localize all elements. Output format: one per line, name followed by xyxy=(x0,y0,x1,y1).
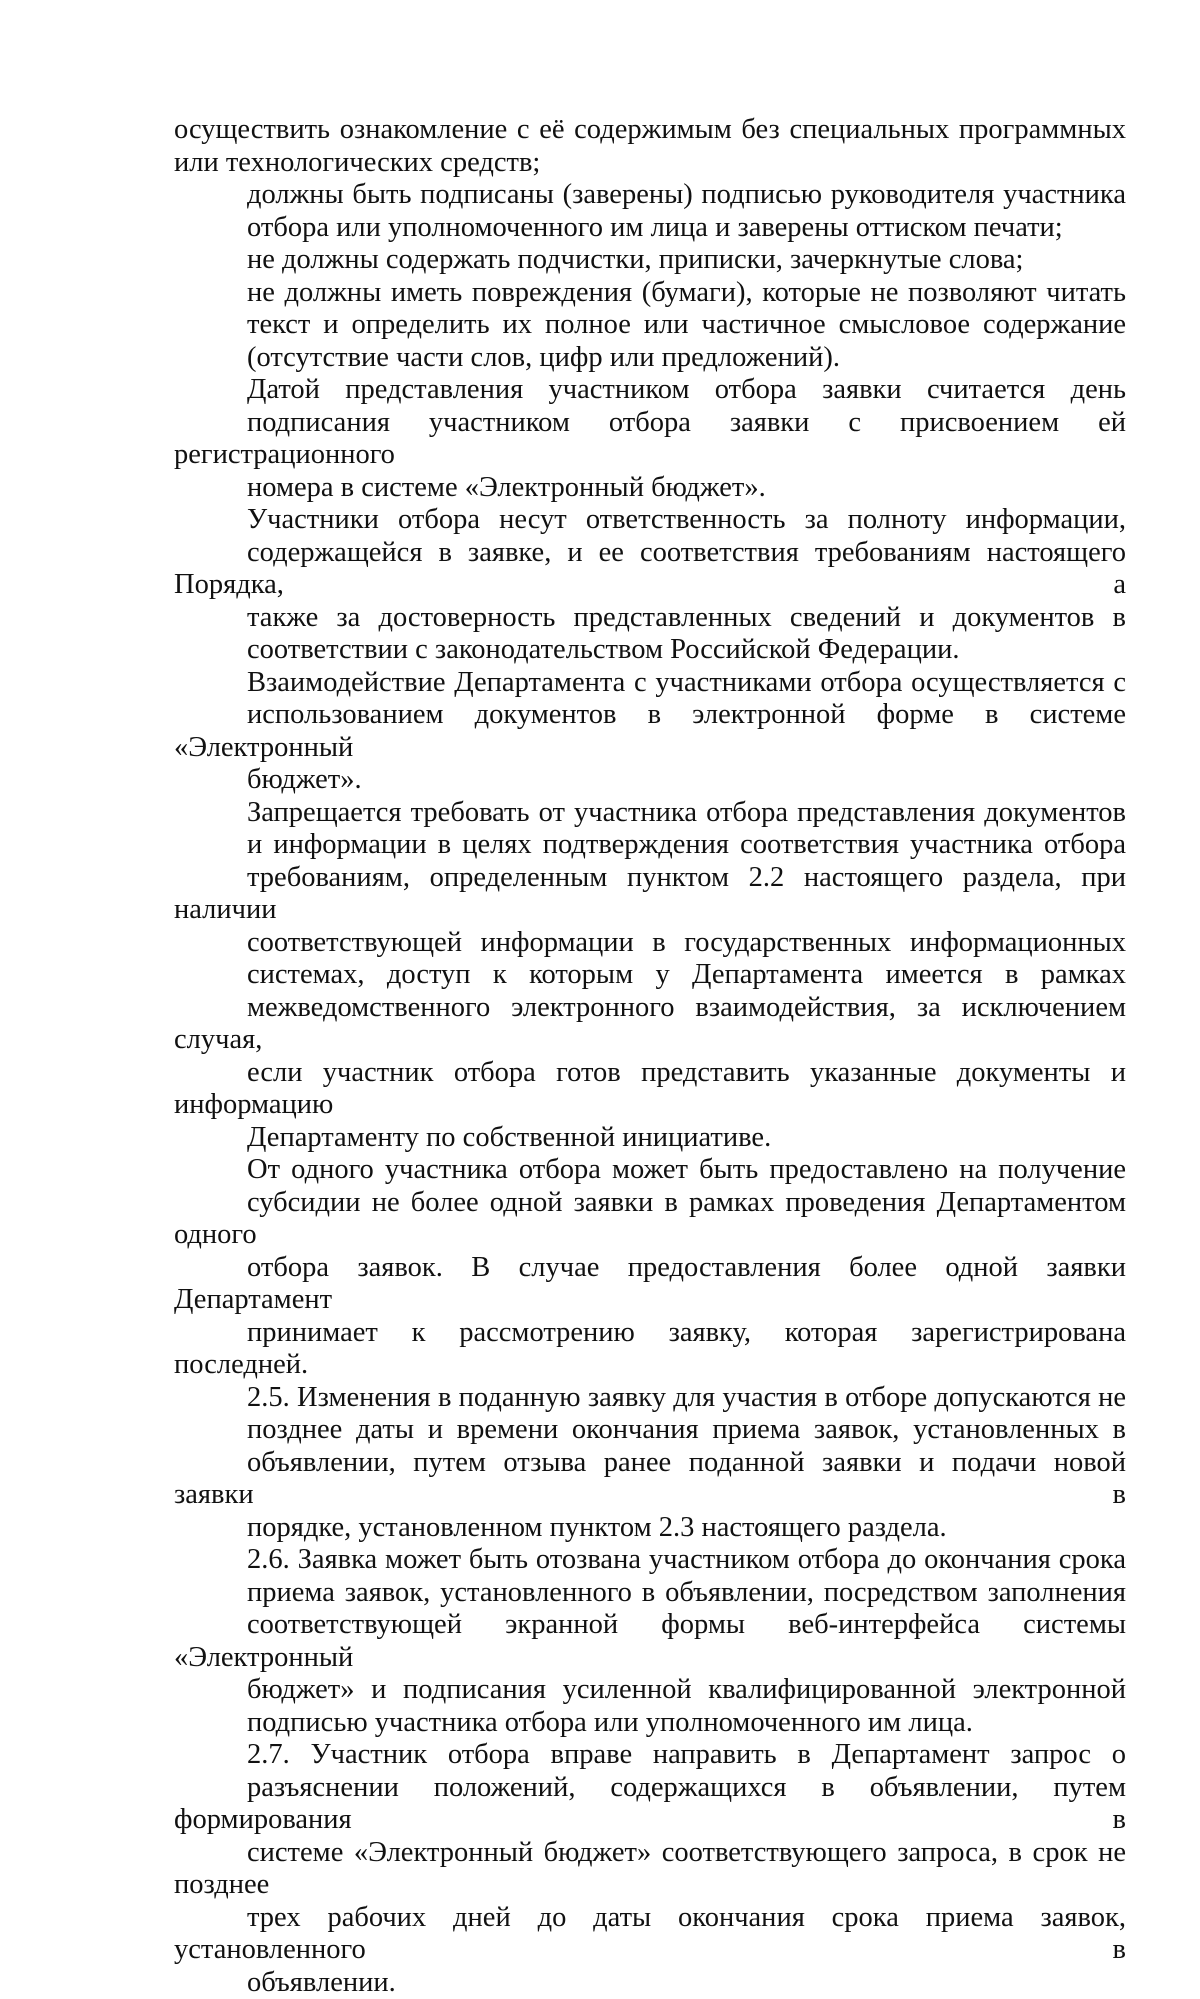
text-line: соответствующей экранной формы веб-интерфейса системы «Электронный xyxy=(174,1609,1126,1674)
text-line: От одного участника отбора может быть предоставлено на получение xyxy=(174,1154,1126,1187)
text-line: если участник отбора готов представить указанные документы и информацию xyxy=(174,1057,1126,1122)
text-line: осуществить ознакомление с её содержимым без специальных программных xyxy=(174,114,1126,147)
document-page xyxy=(174,114,1126,1999)
text-line: позднее даты и времени окончания приема заявок, установленных в xyxy=(174,1414,1126,1447)
paragraph-10 xyxy=(174,1382,1126,1545)
text-line: объявлении. xyxy=(174,1967,1126,1999)
text-line: бюджет». xyxy=(174,764,1126,797)
text-line: отбора или уполномоченного им лица и заверены оттиском печати; xyxy=(174,212,1126,245)
paragraph-4 xyxy=(174,277,1126,375)
text-line: межведомственного электронного взаимодействия, за исключением случая, xyxy=(174,992,1126,1057)
text-line: объявлении, путем отзыва ранее поданной заявки и подачи новой заявки в xyxy=(174,1447,1126,1512)
text-line: подписания участником отбора заявки с присвоением ей регистрационного xyxy=(174,407,1126,472)
text-line: приема заявок, установленного в объявлении, посредством заполнения xyxy=(174,1577,1126,1610)
paragraph-2 xyxy=(174,179,1126,244)
text-line: системе «Электронный бюджет» соответствующего запроса, в срок не позднее xyxy=(174,1837,1126,1902)
paragraph-12 xyxy=(174,1739,1126,1999)
text-line: соответствующей информации в государственных информационных xyxy=(174,927,1126,960)
text-line: системах, доступ к которым у Департамента имеется в рамках xyxy=(174,959,1126,992)
text-line: или технологических средств; xyxy=(174,147,1126,180)
text-line: (отсутствие части слов, цифр или предложений). xyxy=(174,342,1126,375)
text-line: разъяснении положений, содержащихся в объявлении, путем формирования в xyxy=(174,1772,1126,1837)
text-line: Участники отбора несут ответственность за полноту информации, xyxy=(174,504,1126,537)
text-line: и информации в целях подтверждения соответствия участника отбора xyxy=(174,829,1126,862)
text-line: отбора заявок. В случае предоставления более одной заявки Департамент xyxy=(174,1252,1126,1317)
text-line: бюджет» и подписания усиленной квалифицированной электронной xyxy=(174,1674,1126,1707)
text-line: 2.7. Участник отбора вправе направить в Департамент запрос о xyxy=(174,1739,1126,1772)
text-line: не должны иметь повреждения (бумаги), которые не позволяют читать xyxy=(174,277,1126,310)
paragraph-3 xyxy=(174,244,1126,277)
text-line: текст и определить их полное или частичное смысловое содержание xyxy=(174,309,1126,342)
paragraph-7 xyxy=(174,667,1126,797)
text-line: также за достоверность представленных сведений и документов в xyxy=(174,602,1126,635)
paragraph-5 xyxy=(174,374,1126,504)
text-line: субсидии не более одной заявки в рамках проведения Департаментом одного xyxy=(174,1187,1126,1252)
text-line: принимает к рассмотрению заявку, которая зарегистрирована последней. xyxy=(174,1317,1126,1382)
text-line: подписью участника отбора или уполномоченного им лица. xyxy=(174,1707,1126,1740)
text-line: использованием документов в электронной форме в системе «Электронный xyxy=(174,699,1126,764)
text-line: порядке, установленном пунктом 2.3 настоящего раздела. xyxy=(174,1512,1126,1545)
text-line: трех рабочих дней до даты окончания срока приема заявок, установленного в xyxy=(174,1902,1126,1967)
text-line: 2.5. Изменения в поданную заявку для участия в отборе допускаются не xyxy=(174,1382,1126,1415)
text-line: Департаменту по собственной инициативе. xyxy=(174,1122,1126,1155)
paragraph-6 xyxy=(174,504,1126,667)
text-line: номера в системе «Электронный бюджет». xyxy=(174,472,1126,505)
text-line: соответствии с законодательством Российской Федерации. xyxy=(174,634,1126,667)
text-line: не должны содержать подчистки, приписки, зачеркнутые слова; xyxy=(174,244,1126,277)
text-line: должны быть подписаны (заверены) подписью руководителя участника xyxy=(174,179,1126,212)
paragraph-11 xyxy=(174,1544,1126,1739)
paragraph-9 xyxy=(174,1154,1126,1382)
paragraph-1 xyxy=(174,114,1126,179)
text-line: содержащейся в заявке, и ее соответствия требованиям настоящего Порядка, а xyxy=(174,537,1126,602)
text-line: 2.6. Заявка может быть отозвана участником отбора до окончания срока xyxy=(174,1544,1126,1577)
text-line: Запрещается требовать от участника отбора представления документов xyxy=(174,797,1126,830)
text-line: Датой представления участником отбора заявки считается день xyxy=(174,374,1126,407)
text-line: Взаимодействие Департамента с участниками отбора осуществляется с xyxy=(174,667,1126,700)
paragraph-8 xyxy=(174,797,1126,1155)
text-line: требованиям, определенным пунктом 2.2 настоящего раздела, при наличии xyxy=(174,862,1126,927)
